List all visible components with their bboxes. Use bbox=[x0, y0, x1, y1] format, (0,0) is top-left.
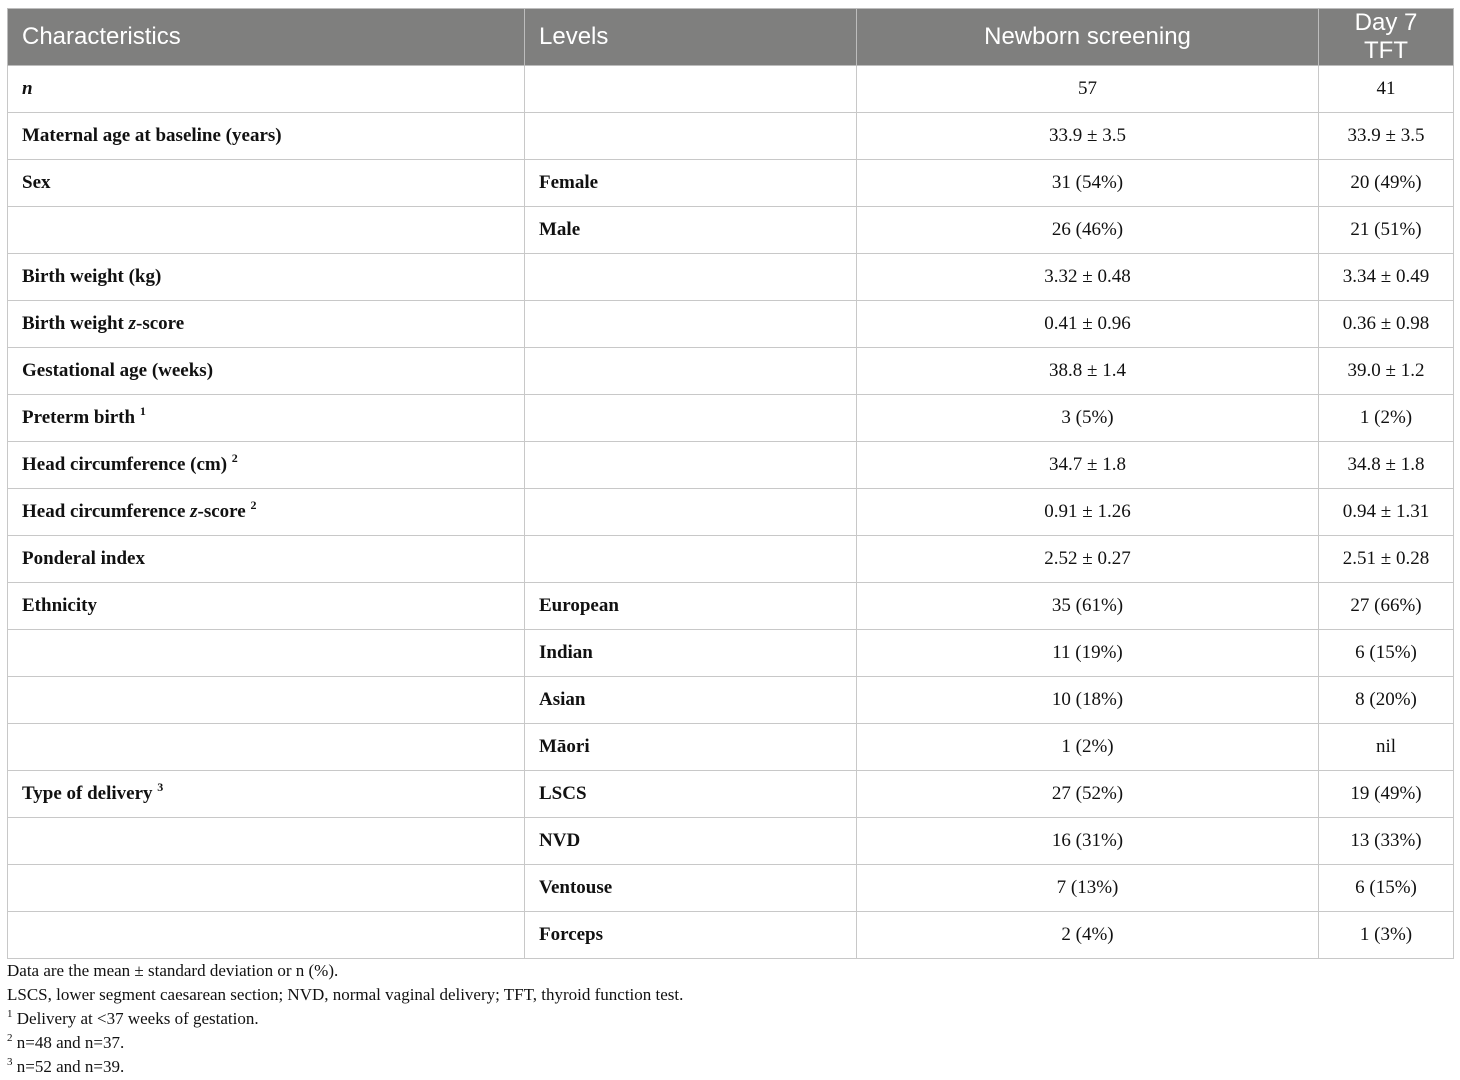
characteristic-cell bbox=[8, 912, 525, 959]
level-cell bbox=[525, 395, 857, 442]
footnote-marker: 3 bbox=[157, 780, 164, 794]
characteristic-cell: Birth weight (kg) bbox=[8, 254, 525, 301]
table-row bbox=[8, 724, 1454, 771]
day7-value-cell: 41 bbox=[1319, 66, 1454, 113]
newborn-value-cell: 2.52 ± 0.27 bbox=[857, 536, 1319, 583]
z-italic-text: z bbox=[190, 501, 198, 522]
table-row bbox=[8, 66, 1454, 113]
day7-value-cell: 1 (2%) bbox=[1319, 395, 1454, 442]
characteristic-cell bbox=[8, 442, 525, 489]
characteristic-cell bbox=[8, 395, 525, 442]
day7-value-cell: 6 (15%) bbox=[1319, 865, 1454, 912]
day7-value-cell: 33.9 ± 3.5 bbox=[1319, 113, 1454, 160]
newborn-value-cell: 38.8 ± 1.4 bbox=[857, 348, 1319, 395]
table-row bbox=[8, 160, 1454, 207]
characteristic-cell: n bbox=[8, 66, 525, 113]
footnote-marker: 2 bbox=[231, 451, 238, 465]
characteristic-cell bbox=[8, 630, 525, 677]
header-characteristics: Characteristics bbox=[8, 9, 525, 66]
characteristics-table-container bbox=[7, 8, 1453, 959]
level-cell: Asian bbox=[525, 677, 857, 724]
characteristic-text: Birth weight bbox=[22, 313, 129, 334]
level-cell bbox=[525, 254, 857, 301]
characteristic-text: Head circumference bbox=[22, 501, 191, 522]
z-italic-text: z bbox=[128, 313, 137, 334]
day7-value-cell: 2.51 ± 0.28 bbox=[1319, 536, 1454, 583]
day7-value-cell: 21 (51%) bbox=[1319, 207, 1454, 254]
header-levels: Levels bbox=[525, 9, 857, 66]
footnote-marker: 1 bbox=[7, 1008, 13, 1020]
footnote-text: n=48 and n=37. bbox=[12, 1033, 125, 1052]
day7-value-cell: 13 (33%) bbox=[1319, 818, 1454, 865]
level-cell: NVD bbox=[525, 818, 857, 865]
footnote-text: n=52 and n=39. bbox=[12, 1057, 125, 1076]
characteristic-cell bbox=[8, 818, 525, 865]
footnote-data-description: Data are the mean ± standard deviation or n (%). bbox=[7, 961, 339, 980]
day7-value-cell: 34.8 ± 1.8 bbox=[1319, 442, 1454, 489]
level-cell: European bbox=[525, 583, 857, 630]
table-row bbox=[8, 395, 1454, 442]
newborn-value-cell: 57 bbox=[857, 66, 1319, 113]
newborn-value-cell: 11 (19%) bbox=[857, 630, 1319, 677]
footnote-2 bbox=[7, 1031, 683, 1055]
characteristic-cell: Ponderal index bbox=[8, 536, 525, 583]
header-newborn-screening: Newborn screening bbox=[857, 9, 1319, 66]
level-cell: Indian bbox=[525, 630, 857, 677]
newborn-value-cell: 0.91 ± 1.26 bbox=[857, 489, 1319, 536]
characteristic-cell bbox=[8, 677, 525, 724]
day7-value-cell: nil bbox=[1319, 724, 1454, 771]
level-cell: Female bbox=[525, 160, 857, 207]
newborn-value-cell: 1 (2%) bbox=[857, 724, 1319, 771]
newborn-value-cell: 3 (5%) bbox=[857, 395, 1319, 442]
level-cell: LSCS bbox=[525, 771, 857, 818]
characteristic-text: Type of delivery bbox=[22, 783, 153, 804]
day7-value-cell: 0.94 ± 1.31 bbox=[1319, 489, 1454, 536]
characteristics-table bbox=[7, 8, 1454, 959]
footnote-marker: 2 bbox=[250, 498, 257, 512]
table-row bbox=[8, 771, 1454, 818]
newborn-value-cell: 16 (31%) bbox=[857, 818, 1319, 865]
level-cell bbox=[525, 442, 857, 489]
level-cell: Ventouse bbox=[525, 865, 857, 912]
level-cell bbox=[525, 113, 857, 160]
newborn-value-cell: 34.7 ± 1.8 bbox=[857, 442, 1319, 489]
level-cell bbox=[525, 66, 857, 113]
level-cell bbox=[525, 489, 857, 536]
characteristic-cell bbox=[8, 489, 525, 536]
header-day7-tft: Day 7 TFT bbox=[1319, 9, 1454, 66]
characteristic-text: Head circumference (cm) bbox=[22, 454, 228, 475]
table-row bbox=[8, 865, 1454, 912]
table-header-row bbox=[8, 9, 1454, 66]
table-row bbox=[8, 489, 1454, 536]
day7-value-cell: 0.36 ± 0.98 bbox=[1319, 301, 1454, 348]
table-row bbox=[8, 254, 1454, 301]
table-row bbox=[8, 818, 1454, 865]
level-cell bbox=[525, 536, 857, 583]
footnote-3 bbox=[7, 1055, 683, 1079]
table-row bbox=[8, 912, 1454, 959]
table-row bbox=[8, 442, 1454, 489]
newborn-value-cell: 2 (4%) bbox=[857, 912, 1319, 959]
characteristic-text: -score bbox=[197, 501, 246, 522]
table-row bbox=[8, 113, 1454, 160]
day7-value-cell: 8 (20%) bbox=[1319, 677, 1454, 724]
newborn-value-cell: 0.41 ± 0.96 bbox=[857, 301, 1319, 348]
footnote-marker: 2 bbox=[7, 1032, 13, 1044]
level-cell: Male bbox=[525, 207, 857, 254]
newborn-value-cell: 27 (52%) bbox=[857, 771, 1319, 818]
characteristic-cell bbox=[8, 865, 525, 912]
characteristic-cell: Gestational age (weeks) bbox=[8, 348, 525, 395]
characteristic-cell bbox=[8, 301, 525, 348]
day7-value-cell: 27 (66%) bbox=[1319, 583, 1454, 630]
table-row bbox=[8, 301, 1454, 348]
table-row bbox=[8, 207, 1454, 254]
characteristic-text: -score bbox=[136, 313, 185, 334]
day7-value-cell: 6 (15%) bbox=[1319, 630, 1454, 677]
footnote-1 bbox=[7, 1007, 683, 1031]
table-row bbox=[8, 583, 1454, 630]
day7-value-cell: 39.0 ± 1.2 bbox=[1319, 348, 1454, 395]
footnote-marker: 3 bbox=[7, 1056, 13, 1068]
day7-value-cell: 3.34 ± 0.49 bbox=[1319, 254, 1454, 301]
table-row bbox=[8, 630, 1454, 677]
level-cell bbox=[525, 348, 857, 395]
table-row bbox=[8, 677, 1454, 724]
newborn-value-cell: 3.32 ± 0.48 bbox=[857, 254, 1319, 301]
characteristic-cell: Ethnicity bbox=[8, 583, 525, 630]
footnote-marker: 1 bbox=[139, 404, 146, 418]
characteristic-cell: Maternal age at baseline (years) bbox=[8, 113, 525, 160]
characteristic-cell: Sex bbox=[8, 160, 525, 207]
newborn-value-cell: 10 (18%) bbox=[857, 677, 1319, 724]
table-row bbox=[8, 348, 1454, 395]
footnote-abbreviations: LSCS, lower segment caesarean section; NVD, normal vaginal delivery; TFT, thyroid function test. bbox=[7, 985, 684, 1004]
day7-value-cell: 19 (49%) bbox=[1319, 771, 1454, 818]
newborn-value-cell: 7 (13%) bbox=[857, 865, 1319, 912]
newborn-value-cell: 33.9 ± 3.5 bbox=[857, 113, 1319, 160]
day7-value-cell: 1 (3%) bbox=[1319, 912, 1454, 959]
characteristic-cell bbox=[8, 207, 525, 254]
level-cell: Forceps bbox=[525, 912, 857, 959]
level-cell bbox=[525, 301, 857, 348]
characteristic-cell bbox=[8, 724, 525, 771]
newborn-value-cell: 31 (54%) bbox=[857, 160, 1319, 207]
footnote-text: Delivery at <37 weeks of gestation. bbox=[12, 1009, 259, 1028]
table-row bbox=[8, 536, 1454, 583]
newborn-value-cell: 35 (61%) bbox=[857, 583, 1319, 630]
newborn-value-cell: 26 (46%) bbox=[857, 207, 1319, 254]
table-footnotes bbox=[7, 959, 683, 1079]
characteristic-text: Preterm birth bbox=[22, 407, 136, 428]
characteristic-cell bbox=[8, 771, 525, 818]
level-cell: Māori bbox=[525, 724, 857, 771]
day7-value-cell: 20 (49%) bbox=[1319, 160, 1454, 207]
